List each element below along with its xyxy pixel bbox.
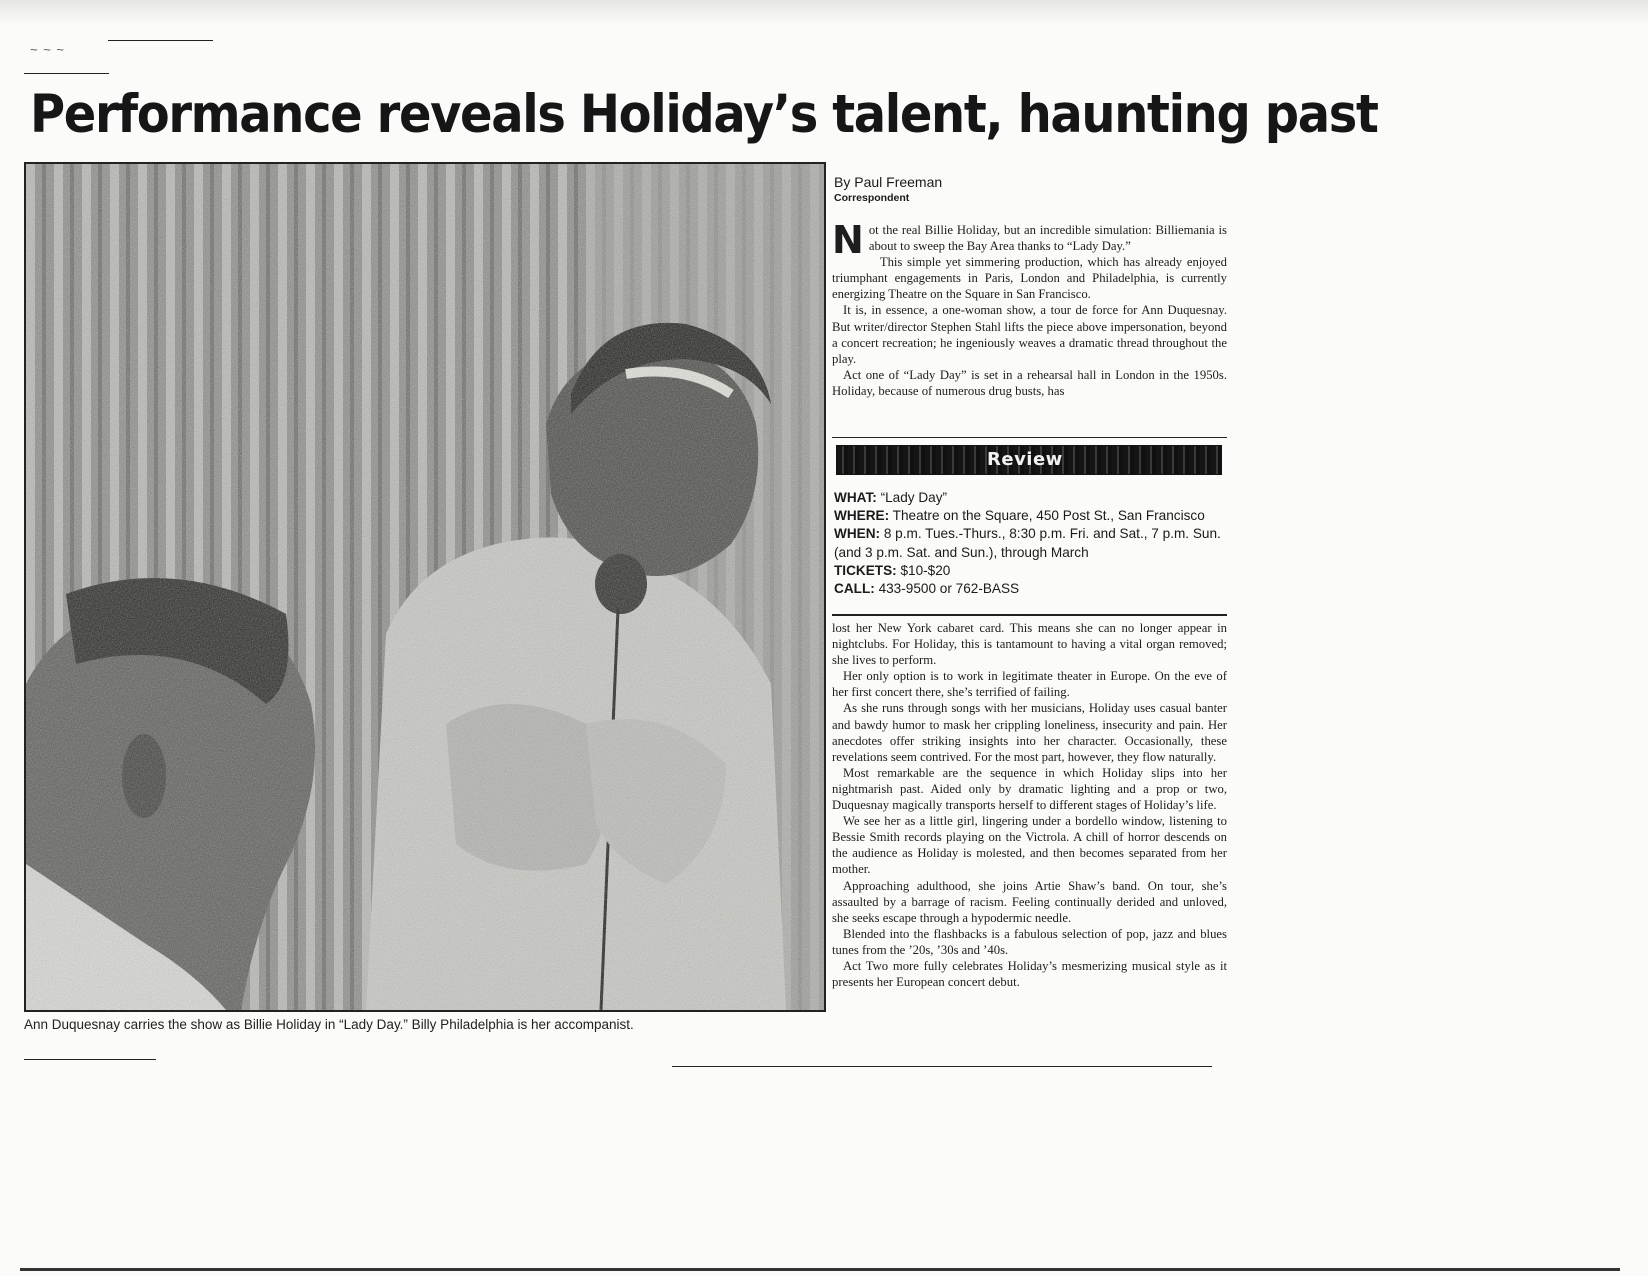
- byline-name: By Paul Freeman: [834, 174, 943, 190]
- info-call: CALL: 433-9500 or 762-BASS: [834, 581, 1020, 597]
- info-where: WHERE: Theatre on the Square, 450 Post St., San Francisco: [834, 508, 1205, 524]
- lead-paragraph: [832, 218, 1227, 262]
- body-paragraph: Act Two more fully celebrates Holiday’s mesmerizing musical style as it presents her European concert debut.: [832, 958, 1227, 990]
- body-paragraph: Her only option is to work in legitimate theater in Europe. On the eve of her first concert there, she’s terrified of failing.: [832, 669, 1227, 700]
- body-paragraph: As she runs through songs with her musicians, Holiday uses casual banter and bawdy humor to mask her crippling loneliness, insecurity and pain. Her anecdotes offer striking insights into her character. Occasionally, these revelations seem contrived. For the most part, however, they flow naturally.: [832, 701, 1227, 764]
- drop-cap: N: [832, 218, 864, 262]
- photo-caption: Ann Duquesnay carries the show as Billie Holiday in “Lady Day.” Billy Philadelphia is her accompanist.: [24, 1017, 634, 1032]
- review-banner: [836, 445, 1222, 475]
- review-top-rule: [832, 437, 1227, 438]
- lead-text: ot the real Billie Holiday, but an incredible simulation: Billiemania is about to sweep the Bay Area thanks to “Lady Day.”: [868, 223, 1227, 254]
- review-info-box: [834, 489, 1229, 598]
- body-paragraph: Blended into the flashbacks is a fabulous selection of pop, jazz and blues tunes from the ’20s, ’30s and ’40s.: [832, 926, 1227, 957]
- margin-scribble: ~ ~ ~: [30, 42, 65, 57]
- byline-role: Correspondent: [834, 192, 910, 204]
- article-column-top: [832, 218, 1227, 399]
- body-paragraph: It is, in essence, a one-woman show, a tour de force for Ann Duquesnay. But writer/director Stephen Stahl lifts the piece above impersonation, beyond a concert recreation; he ingeniously weaves a dramatic thread throughout the play.: [832, 303, 1227, 366]
- caption-rule: [24, 1059, 156, 1060]
- body-paragraph: Act one of “Lady Day” is set in a rehearsal hall in London in the 1950s. Holiday, because of numerous drug busts, has: [832, 367, 1227, 398]
- info-tickets: TICKETS: $10-$20: [834, 562, 951, 578]
- body-paragraph: lost her New York cabaret card. This means she can no longer appear in nightclubs. For Holiday, this is tantamount to having a vital organ removed; she lives to perform.: [832, 621, 1227, 668]
- review-label: Review: [987, 449, 1063, 470]
- info-what: WHAT: “Lady Day”: [834, 490, 948, 505]
- scan-bottom-edge: [20, 1268, 1620, 1271]
- info-when: WHEN: 8 p.m. Tues.-Thurs., 8:30 p.m. Fri. and Sat., 7 p.m. Sun. (and 3 p.m. Sat. and Sun.), through March: [834, 526, 1221, 560]
- article-photo: [24, 162, 826, 1012]
- top-rule: [24, 73, 109, 74]
- review-bottom-rule: [832, 614, 1227, 616]
- article-column-bottom: [832, 620, 1227, 990]
- body-paragraph: This simple yet simmering production, which has already enjoyed triumphant engagements in Paris, London and Philadelphia, is currently energizing Theatre on the Square in San Francisco.: [832, 255, 1227, 302]
- body-paragraph: Most remarkable are the sequence in which Holiday slips into her nightmarish past. Aided only by dramatic lighting and a prop or two, Duquesnay magically transports herself to different stages of Holiday’s life.: [832, 765, 1227, 813]
- byline: [834, 174, 942, 204]
- scan-top-edge: [0, 0, 1648, 26]
- column-bottom-rule: [672, 1066, 1212, 1067]
- body-paragraph: Approaching adulthood, she joins Artie Shaw’s band. On tour, she’s assaulted by a barrage of racism. Feeling continually derided and unloved, she seeks escape through a hypodermic needle.: [832, 878, 1227, 925]
- body-paragraph: We see her as a little girl, lingering under a bordello window, listening to Bessie Smith records playing on the Victrola. A chill of horror descends on the audience as Holiday is molested, and then becomes separated from her mother.: [832, 814, 1227, 877]
- headline: Performance reveals Holiday’s talent, haunting past: [30, 84, 1378, 145]
- top-rule-short: [108, 40, 213, 41]
